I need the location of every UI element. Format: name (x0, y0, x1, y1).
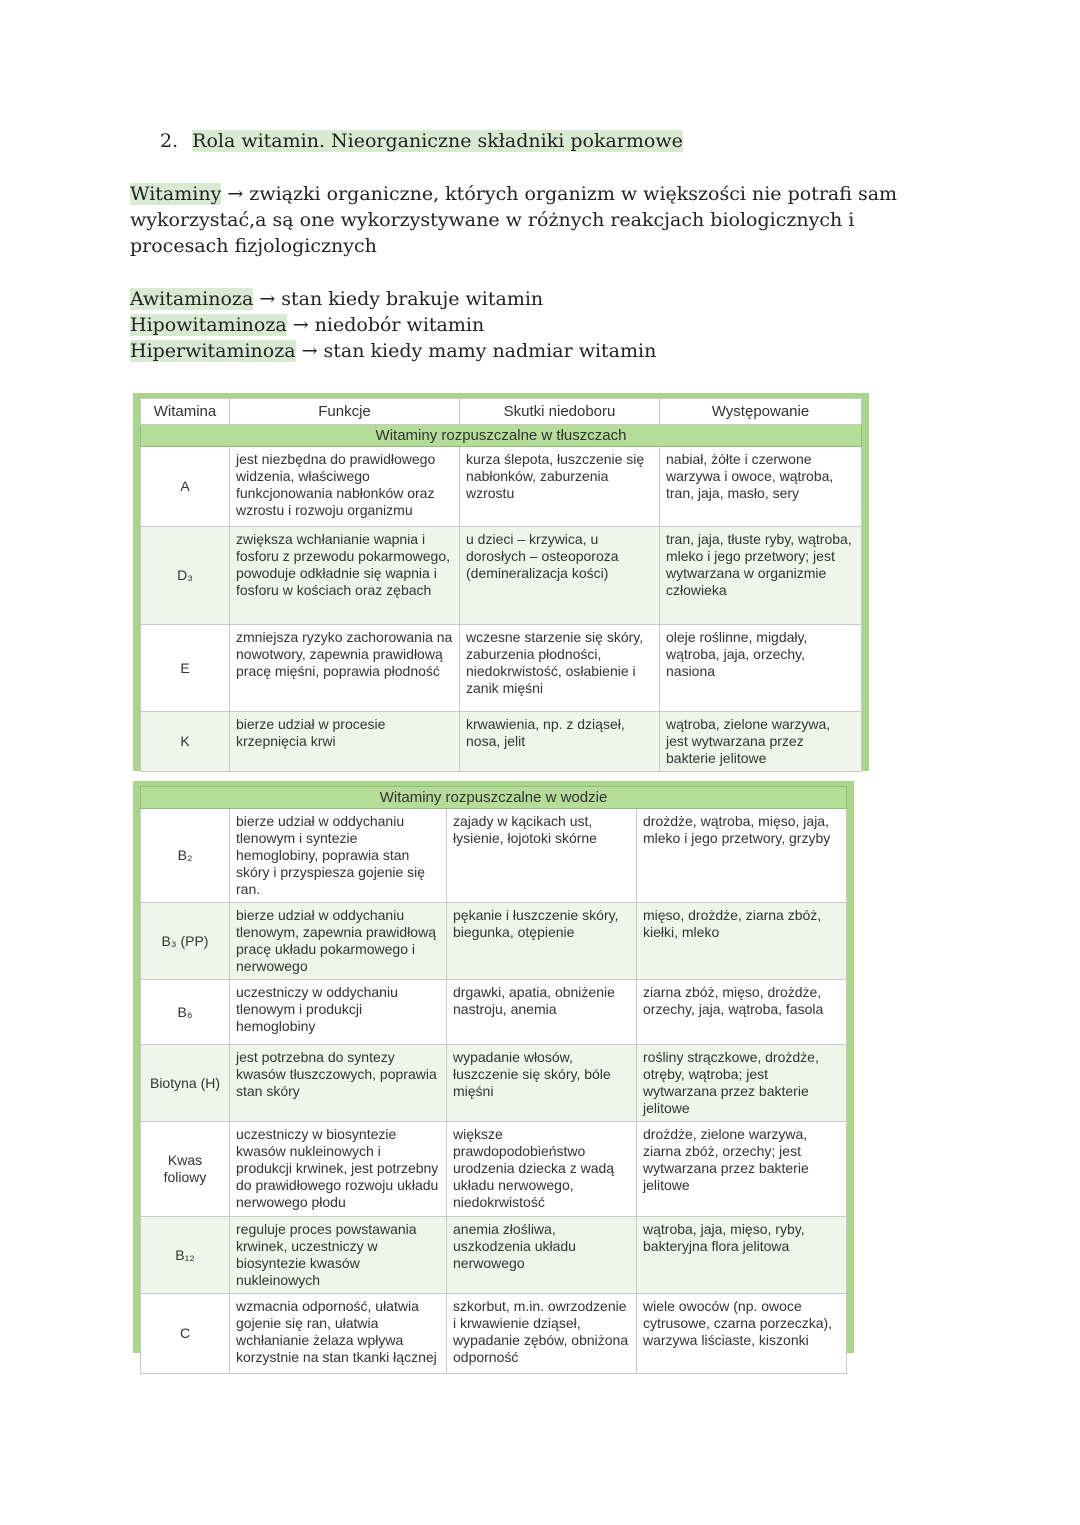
vitamin-name: Biotyna (H) (141, 1045, 230, 1122)
vitamin-name: C (141, 1294, 230, 1374)
section-title: Witaminy rozpuszczalne w wodzie (141, 787, 847, 809)
table-row (141, 1045, 847, 1122)
deficiency-cell: drgawki, apatia, obniżenie nastroju, anemia (447, 980, 637, 1045)
function-cell: zwiększa wchłanianie wapnia i fosforu z przewodu pokarmowego, powoduje odkładnie się wapnia i fosforu w kościach oraz zębach (230, 527, 460, 625)
fat-soluble-vitamins-table (133, 393, 869, 771)
deficiency-cell: zajady w kącikach ust, łysienie, łojotoki skórne (447, 809, 637, 903)
deficiency-cell: anemia złośliwa, uszkodzenia układu nerwowego (447, 1217, 637, 1294)
table-row (141, 625, 862, 712)
term-awitaminoza (130, 286, 910, 312)
vitamins-definition (130, 181, 910, 259)
table-row (141, 447, 862, 527)
section-row (141, 787, 847, 809)
function-cell: zmniejsza ryzyko zachorowania na nowotwory, zapewnia prawidłową pracę mięśni, poprawia płodność (230, 625, 460, 712)
water-soluble-vitamins-table (133, 781, 854, 1365)
sources-cell: rośliny strączkowe, drożdże, otręby, wątroba; jest wytwarzana przez bakterie jelitowe (637, 1045, 847, 1122)
function-cell: uczestniczy w biosyntezie kwasów nukleinowych i produkcji krwinek, jest potrzebny do prawidłowego rozwoju układu nerwowego płodu (230, 1122, 447, 1217)
sources-cell: oleje roślinne, migdały, wątroba, jaja, orzechy, nasiona (660, 625, 862, 712)
term-label: Hipowitaminoza (130, 314, 287, 336)
section-heading (160, 130, 683, 152)
terms-list (130, 286, 910, 364)
table-header-row (141, 399, 862, 425)
column-header: Funkcje (230, 399, 460, 425)
vitamin-name: K (141, 712, 230, 772)
definition-text: → związki organiczne, których organizm w większości nie potrafi sam wykorzystać,a są one wykorzystywane w różnych reakcjach biologicznych i procesach fizjologicznych (130, 183, 898, 257)
table-row (141, 903, 847, 980)
table-row (141, 809, 847, 903)
vitamin-name: B₃ (PP) (141, 903, 230, 980)
function-cell: uczestniczy w oddychaniu tlenowym i produkcji hemoglobiny (230, 980, 447, 1045)
vitamin-name: B₆ (141, 980, 230, 1045)
section-row (141, 425, 862, 447)
sources-cell: wiele owoców (np. owoce cytrusowe, czarna porzeczka), warzywa liściaste, kiszonki (637, 1294, 847, 1374)
sources-cell: drożdże, zielone warzywa, ziarna zbóż, orzechy; jest wytwarzana przez bakterie jelitowe (637, 1122, 847, 1217)
term-hipowitaminoza (130, 312, 910, 338)
function-cell: wzmacnia odporność, ułatwia gojenie się ran, ułatwia wchłanianie żelaza wpływa korzystnie na stan tkanki łącznej (230, 1294, 447, 1374)
sources-cell: nabiał, żółte i czerwone warzywa i owoce, wątroba, tran, jaja, masło, sery (660, 447, 862, 527)
section-title: Witaminy rozpuszczalne w tłuszczach (141, 425, 862, 447)
table-row (141, 527, 862, 625)
function-cell: jest potrzebna do syntezy kwasów tłuszczowych, poprawia stan skóry (230, 1045, 447, 1122)
function-cell: bierze udział w procesie krzepnięcia krwi (230, 712, 460, 772)
heading-number: 2. (160, 130, 179, 152)
definition-term: Witaminy (130, 183, 222, 205)
vitamin-name: B₁₂ (141, 1217, 230, 1294)
function-cell: reguluje proces powstawania krwinek, uczestniczy w biosyntezie kwasów nukleinowych (230, 1217, 447, 1294)
deficiency-cell: wczesne starzenie się skóry, zaburzenia płodności, niedokrwistość, osłabienie i zanik mięśni (460, 625, 660, 712)
sources-cell: tran, jaja, tłuste ryby, wątroba, mleko i jego przetwory; jest wytwarzana w organizmie człowieka (660, 527, 862, 625)
table-row (141, 1217, 847, 1294)
vitamin-name: Kwas foliowy (141, 1122, 230, 1217)
sources-cell: ziarna zbóż, mięso, drożdże, orzechy, jaja, wątroba, fasola (637, 980, 847, 1045)
deficiency-cell: większe prawdopodobieństwo urodzenia dziecka z wadą układu nerwowego, niedokrwistość (447, 1122, 637, 1217)
vitamin-name: E (141, 625, 230, 712)
column-header: Skutki niedoboru (460, 399, 660, 425)
table-row (141, 1122, 847, 1217)
term-text: → niedobór witamin (286, 314, 485, 336)
term-hiperwitaminoza (130, 338, 910, 364)
vitamin-name: A (141, 447, 230, 527)
sources-cell: wątroba, zielone warzywa, jest wytwarzana przez bakterie jelitowe (660, 712, 862, 772)
vitamin-name: B₂ (141, 809, 230, 903)
deficiency-cell: krwawienia, np. z dziąseł, nosa, jelit (460, 712, 660, 772)
term-label: Hiperwitaminoza (130, 340, 296, 362)
table-row (141, 980, 847, 1045)
table-row (141, 712, 862, 772)
deficiency-cell: szkorbut, m.in. owrzodzenie i krwawienie dziąseł, wypadanie zębów, obniżona odporność (447, 1294, 637, 1374)
term-text: → stan kiedy mamy nadmiar witamin (295, 340, 657, 362)
heading-text: Rola witamin. Nieorganiczne składniki pokarmowe (192, 130, 683, 152)
term-label: Awitaminoza (130, 288, 254, 310)
deficiency-cell: kurza ślepota, łuszczenie się nabłonków, zaburzenia wzrostu (460, 447, 660, 527)
term-text: → stan kiedy brakuje witamin (253, 288, 544, 310)
deficiency-cell: u dzieci – krzywica, u dorosłych – osteoporoza (demineralizacja kości) (460, 527, 660, 625)
function-cell: jest niezbędna do prawidłowego widzenia, właściwego funkcjonowania nabłonków oraz wzrostu i rozwoju organizmu (230, 447, 460, 527)
function-cell: bierze udział w oddychaniu tlenowym i syntezie hemoglobiny, poprawia stan skóry i przyspiesza gojenie się ran. (230, 809, 447, 903)
sources-cell: drożdże, wątroba, mięso, jaja, mleko i jego przetwory, grzyby (637, 809, 847, 903)
sources-cell: mięso, drożdże, ziarna zbóż, kiełki, mleko (637, 903, 847, 980)
column-header: Witamina (141, 399, 230, 425)
deficiency-cell: wypadanie włosów, łuszczenie się skóry, bóle mięśni (447, 1045, 637, 1122)
deficiency-cell: pękanie i łuszczenie skóry, biegunka, otępienie (447, 903, 637, 980)
table-row (141, 1294, 847, 1374)
column-header: Występowanie (660, 399, 862, 425)
vitamin-name: D₃ (141, 527, 230, 625)
sources-cell: wątroba, jaja, mięso, ryby, bakteryjna flora jelitowa (637, 1217, 847, 1294)
function-cell: bierze udział w oddychaniu tlenowym, zapewnia prawidłową pracę układu pokarmowego i nerwowego (230, 903, 447, 980)
